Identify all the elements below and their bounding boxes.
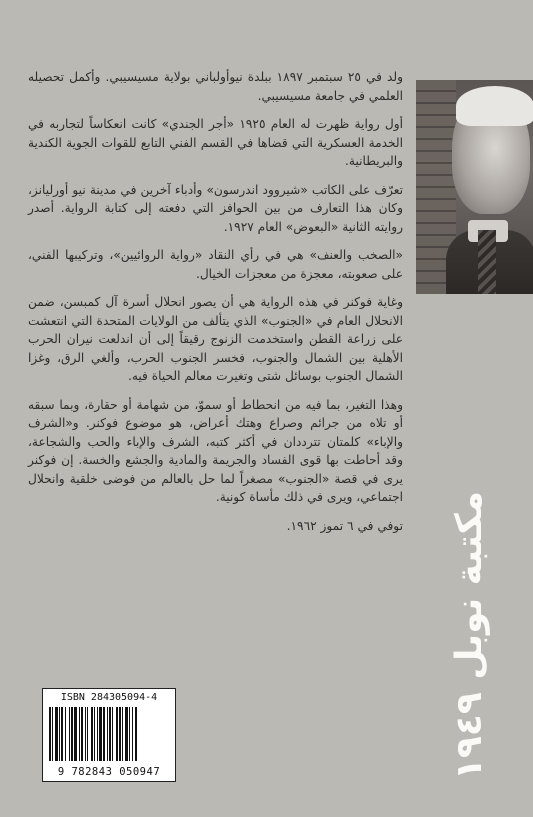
bio-paragraph-7: توفي في ٦ تموز ١٩٦٢. (286, 518, 403, 533)
barcode-bar (49, 707, 51, 761)
isbn-label: ISBN 284305094-4 (60, 692, 158, 703)
barcode-bar (74, 707, 77, 761)
barcode-bar (107, 707, 108, 761)
barcode-bar (61, 707, 63, 761)
barcode-bar (91, 707, 93, 761)
barcode-bar (116, 707, 118, 761)
series-title-text: مكتبة نوبل ١٩٤٩ (449, 490, 491, 780)
barcode-bar (79, 707, 80, 761)
barcode-bar (97, 707, 98, 761)
ean-number: 9 782843 050947 (57, 766, 161, 778)
barcode-bar (85, 707, 86, 761)
bio-paragraph-6: وهذا التغير، بما فيه من انحطاط أو سموّ، من شهامة أو حقارة، وبما سبقه أو تلاه من جرائم وصراع وهتك أعراض، هو موضوع فوكنر. و«الشرف والإباء» كلمتان تترددان في أكثر كتبه، الشرف والإباء والحب والشجاعة، وقد أحاطت بها قوى الفساد والجريمة والمادية والجشع والخسة. إن فوكنر يرى في قصة «الجنوب» مصغراً لما حل بالعالم من فوضى خلقية وانحلال اجتماعي، ويرى في ذلك مأساة كونية. (28, 397, 403, 504)
barcode-bar (94, 707, 95, 761)
bio-paragraph-1: ولد في ٢٥ سبتمبر ١٨٩٧ ببلدة نيوأولباني بولاية مسيسيبي. وأكمل تحصيله العلمي في جامعة مسيسيبي. (28, 70, 403, 103)
barcode-bar (69, 707, 70, 761)
author-biography (28, 68, 403, 545)
series-title-vertical (440, 470, 500, 800)
barcode-bar (129, 707, 130, 761)
bio-paragraph-4: «الصخب والعنف» هي في رأي النقاد «رواية الروائيين»، وتركيبها الفني، على صعوبته، معجزة من معجزات الخيال. (28, 248, 403, 281)
barcode-bar (99, 707, 102, 761)
barcode-bar (55, 707, 58, 761)
barcode-bar (125, 707, 128, 761)
barcode-bar (135, 707, 137, 761)
barcode-bar (65, 707, 66, 761)
barcode-bar (59, 707, 60, 761)
barcode-bar (132, 707, 133, 761)
bio-paragraph-3: تعرّف على الكاتب «شيروود اندرسون» وأدباء آخرين في مدينة نيو أورليانز، وكان هذا التعارف من بين الحوافز التي دفعته إلى كتابة الرواية. أصدر روايته الثانية «البعوض» العام ١٩٢٧. (28, 182, 403, 234)
barcode-bar (119, 707, 121, 761)
author-portrait (416, 80, 533, 294)
barcode-bar (109, 707, 111, 761)
barcode-bar (122, 707, 123, 761)
barcode-bar (71, 707, 73, 761)
barcode-icon (49, 707, 171, 761)
barcode-bar (112, 707, 113, 761)
barcode-block (42, 688, 176, 782)
portrait-hair (456, 86, 533, 126)
portrait-tie (478, 230, 496, 294)
barcode-bar (103, 707, 105, 761)
barcode-bar (81, 707, 83, 761)
barcode-bar (52, 707, 53, 761)
barcode-bar (87, 707, 88, 761)
bio-paragraph-2: أول رواية ظهرت له العام ١٩٢٥ «أجر الجندي» كانت انعكاساً لتجاربه في الخدمة العسكرية التي قضاها في القسم الفني التابع للقوات الجوية الكندية والبريطانية. (28, 117, 403, 168)
bio-paragraph-5: وغاية فوكنر في هذه الرواية هي أن يصور انحلال أسرة آل كمبسن، ضمن الانحلال العام في «الجنوب» الذي يتألف من الولايات المتحدة التي انتعشت على زراعة القطن واستخدمت الزنوج رقيقاً إلى أن اندلعت نيران الحرب الأهلية بين الشمال والجنوب، فخسر الجنوب الحرب، وألغي الرق، وغزا الشمال الجنوب بوسائل شتى وتغيرت معالم الحياة فيه. (28, 295, 403, 383)
